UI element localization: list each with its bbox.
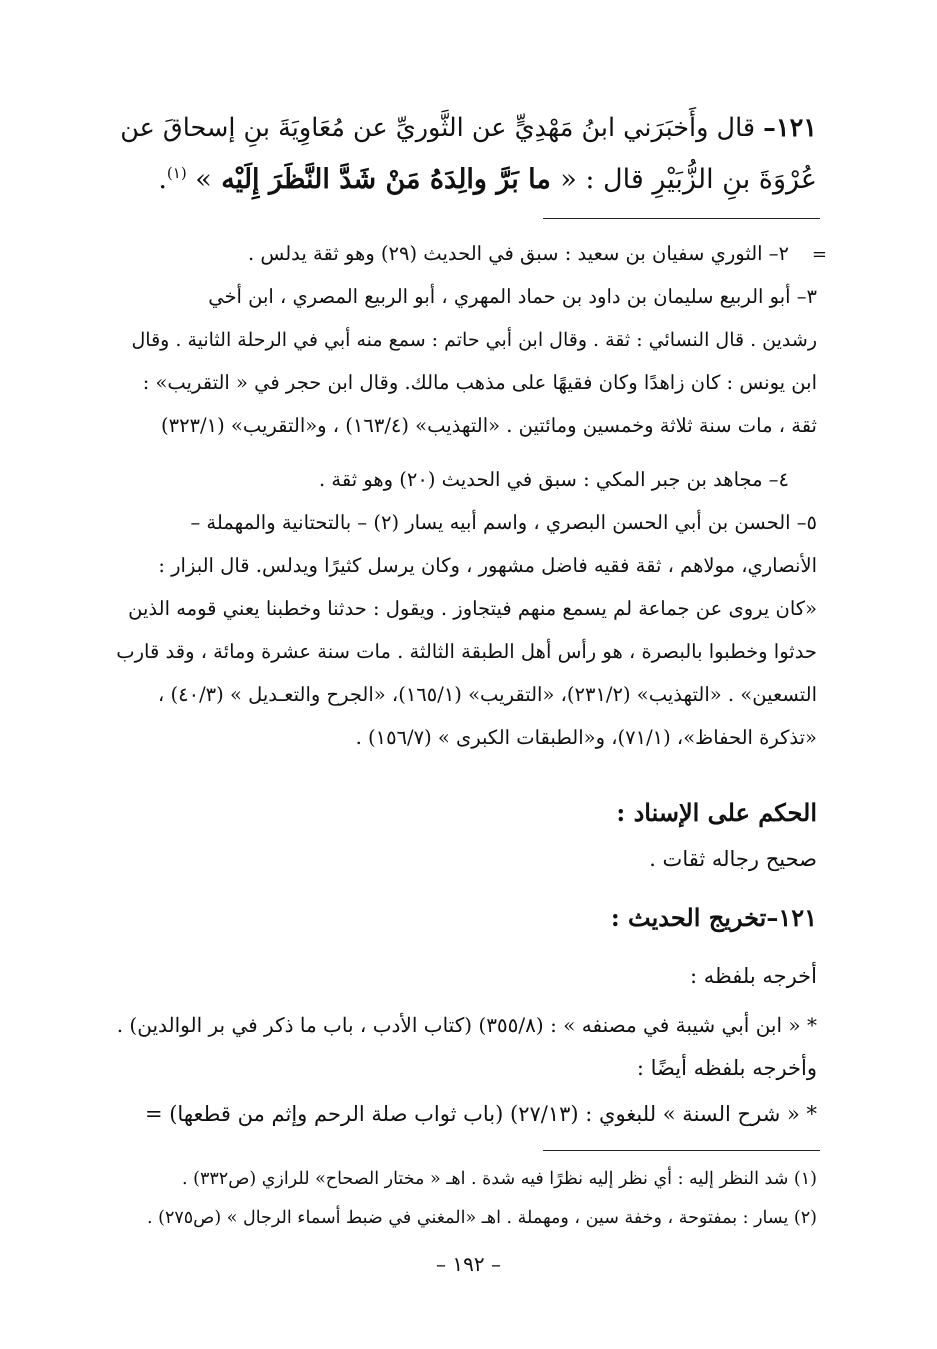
takhrij-line: أخرجه بلفظه : — [690, 964, 817, 988]
note-line: «تذكرة الحفاظ»، (٧١/١)، و«الطبقات الكبرى » (١٥٦/٧) . — [355, 726, 817, 749]
takhrij-line: * « ابن أبي شيبة في مصنفه » : (٣٥٥/٨) (كتاب الأدب ، باب ما ذكر في بر الوالدين) . — [116, 1013, 817, 1037]
footnote-2: (٢) يسار : بمفتوحة ، وخفة سين ، ومهملة . اهـ «المغني في ضبط أسماء الرجال » (ص٢٧٥) . — [147, 1208, 817, 1228]
takhrij-line: وأخرجه بلفظه أيضًا : — [636, 1056, 817, 1080]
note-line: رشدين . قال النسائي : ثقة . وقال ابن أبي حاتم : سمع منه أبي في الرحلة الثانية . وقال — [131, 329, 817, 351]
hadith-matn: ما بَرَّ والِدَهُ مَنْ شَدَّ النَّظَرَ إِلَيْه — [211, 164, 561, 195]
takhrij-line: * « شرح السنة » للبغوي : (٢٧/١٣) (باب ثواب صلة الرحم وإثم من قطعها) = — [144, 1102, 817, 1126]
continuation-mark: = — [811, 244, 827, 265]
note-line: ثقة ، مات سنة ثلاثة وخمسين ومائتين . «التهذيب» (١٦٣/٤) ، و«التقريب» (٣٢٣/١) — [161, 414, 817, 437]
note-line: حدثوا وخطبوا بالبصرة ، هو رأس أهل الطبقة الثالثة . مات سنة عشرة ومائة ، وقد قارب — [116, 640, 817, 663]
hadith-isnad-end: عُرْوَةَ بنِ الزُّبَيْرِ قال : « — [560, 164, 817, 195]
page-number: – ١٩٢ – — [436, 1252, 501, 1276]
footnote-separator — [543, 1150, 820, 1151]
note-line: «كان يروى عن جماعة لم يسمع منهم فيتجاوز . ويقول : حدثنا وخطبنا يعني قومه الذين — [128, 597, 817, 620]
isnad-ruling-heading: الحكم على الإسناد : — [616, 798, 817, 827]
note-line: ٣– أبو الربيع سليمان بن داود بن حماد المهري ، أبو الربيع المصري ، ابن أخي — [208, 285, 817, 308]
hadith-number: ١٢١– — [763, 113, 817, 143]
isnad-ruling-text: صحيح رجاله ثقات . — [649, 847, 817, 871]
footnote-ref-1: (١) — [166, 164, 187, 182]
note-line: ٢– الثوري سفيان بن سعيد : سبق في الحديث (٢٩) وهو ثقة يدلس . — [247, 242, 789, 265]
hadith-line-2 — [117, 160, 817, 200]
takhrij-heading: ١٢١–تخريج الحديث : — [610, 903, 817, 932]
hadith-isnad-text: قال وأَخبَرَني ابنُ مَهْدِيٍّ عن الثَّوريِّ عن مُعَاوِيَةَ بنِ إسحاقَ عن — [120, 113, 756, 143]
hadith-line-1 — [117, 108, 817, 148]
note-line: ٥– الحسن بن أبي الحسن البصري ، واسم أبيه يسار (٢) – بالتحتانية والمهملة – — [190, 511, 817, 534]
note-line: التسعين» . «التهذيب» (٢٣١/٢)، «التقريب» (١٦٥/١)، «الجرح والتعـديل » (٤٠/٣) ، — [158, 683, 817, 706]
footnote-1: (١) شد النظر إليه : أي نظر إليه نظرًا فيه شدة . اهـ « مختار الصحاح» للرازي (ص٣٣٢) . — [182, 1169, 817, 1189]
note-line: ابن يونس : كان زاهدًا وكان فقيهًا على مذهب مالك. وقال ابن حجر في « التقريب» : — [142, 371, 817, 394]
hadith-period: . — [158, 164, 167, 195]
note-line: ٤– مجاهد بن جبر المكي : سبق في الحديث (٢٠) وهو ثقة . — [318, 468, 789, 491]
notes-separator — [543, 218, 820, 219]
hadith-quote-close: » — [186, 164, 212, 195]
note-line: الأنصاري، مولاهم ، ثقة فقيه فاضل مشهور ، وكان يرسل كثيرًا ويدلس. قال البزار : — [158, 554, 817, 577]
